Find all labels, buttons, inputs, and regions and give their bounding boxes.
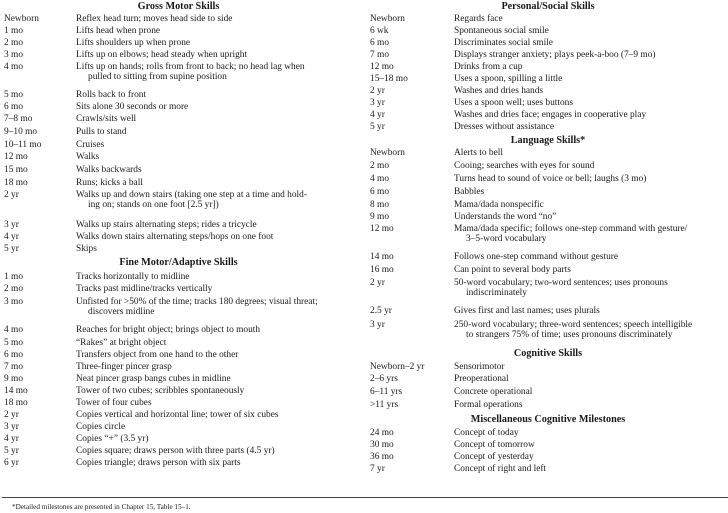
- milestone-age: 30 mo: [370, 440, 394, 450]
- milestone-skill: Walks down stairs alternating steps/hops on one foot: [76, 232, 274, 242]
- milestone-age: 18 mo: [4, 398, 28, 408]
- milestone-skill: Turns head to sound of voice or bell; laughs (3 mo): [454, 174, 647, 184]
- milestone-age: 4 yr: [370, 110, 385, 120]
- milestone-skill: Discriminates social smile: [454, 38, 553, 48]
- milestone-skill: Walks up stairs alternating steps; rides a tricycle: [76, 220, 257, 230]
- milestone-age: 2 yr: [370, 278, 385, 288]
- milestone-age: 3 yr: [370, 98, 385, 108]
- milestone-skill: Crawls/sits well: [76, 114, 137, 124]
- milestone-skill: Lifts shoulders up when prone: [76, 38, 191, 48]
- milestone-skill: 50-word vocabulary; two-word sentences; uses pronouns: [454, 278, 668, 288]
- milestone-age: 5 mo: [4, 338, 24, 348]
- milestone-age: 5 yr: [370, 122, 385, 132]
- milestone-skill: Walks backwards: [76, 165, 142, 175]
- milestone-skill: Copies circle: [76, 422, 126, 432]
- milestone-skill: Babbles: [454, 187, 485, 197]
- fine-motor-heading: Fine Motor/Adaptive Skills: [119, 257, 238, 268]
- milestone-skill-continued: 3–5-word vocabulary: [466, 234, 547, 244]
- milestone-skill: Skips: [76, 244, 97, 254]
- milestone-skill: Tower of two cubes; scribbles spontaneously: [76, 386, 245, 396]
- milestone-skill: Sensorimotor: [454, 362, 505, 372]
- milestone-age: 9 mo: [370, 212, 390, 222]
- milestone-skill: Displays stranger anxiety; plays peek-a-boo (7–9 mo): [454, 50, 656, 60]
- milestone-skill: Washes and dries face; engages in cooperative play: [454, 110, 647, 120]
- milestone-age: 18 mo: [4, 178, 28, 188]
- milestone-age: 7 yr: [370, 464, 385, 474]
- milestone-skill: Unfisted for >50% of the time; tracks 180 degrees; visual threat;: [76, 297, 318, 307]
- milestone-skill: Tower of four cubes: [76, 398, 152, 408]
- milestone-age: 4 mo: [4, 62, 24, 72]
- milestone-age: 3 yr: [370, 320, 385, 330]
- milestone-skill: Tracks past midline/tracks vertically: [76, 284, 213, 294]
- footnote-divider: [2, 497, 728, 498]
- milestone-age: Newborn: [370, 14, 405, 24]
- milestone-skill: Can point to several body parts: [454, 265, 571, 275]
- milestone-skill: Walks up and down stairs (taking one step at a time and hold-: [76, 190, 307, 200]
- milestone-age: 5 yr: [4, 446, 19, 456]
- milestone-age: 6 mo: [370, 38, 390, 48]
- language-heading: Language Skills*: [510, 135, 586, 146]
- milestone-skill: Spontaneous social smile: [454, 26, 549, 36]
- milestone-skill: Reaches for bright object; brings object to mouth: [76, 325, 261, 335]
- milestone-skill: Understands the word “no”: [454, 212, 557, 222]
- milestone-skill: Walks: [76, 152, 100, 162]
- milestone-skill: Dresses without assistance: [454, 122, 554, 132]
- footnote: *Detailed milestones are presented in Chapter 15, Table 15–1.: [12, 503, 191, 511]
- milestone-age: >11 yrs: [370, 400, 399, 410]
- milestone-skill: Tracks horizontally to midline: [76, 272, 190, 282]
- milestone-age: 2 mo: [370, 161, 390, 171]
- milestone-age: 4 yr: [4, 232, 19, 242]
- milestone-age: 15–18 mo: [370, 74, 408, 84]
- milestone-age: 14 mo: [4, 386, 28, 396]
- milestone-age: Newborn: [4, 14, 39, 24]
- milestone-skill: Cruises: [76, 140, 105, 150]
- milestone-age: 24 mo: [370, 428, 394, 438]
- cognitive-heading: Cognitive Skills: [513, 348, 583, 359]
- milestone-age: 7 mo: [4, 362, 24, 372]
- milestone-skill-continued: pulled to sitting from supine position: [88, 72, 227, 82]
- milestone-skill: Regards face: [454, 14, 503, 24]
- milestone-skill: Neat pincer grasp bangs cubes in midline: [76, 374, 231, 384]
- milestone-age: 1 mo: [4, 272, 24, 282]
- milestone-skill: Copies square; draws person with three parts (4.5 yr): [76, 446, 275, 456]
- milestone-age: 7 mo: [370, 50, 390, 60]
- milestone-age: 2 yr: [4, 190, 19, 200]
- milestone-age: 9–10 mo: [4, 127, 38, 137]
- milestone-skill: Lifts head when prone: [76, 26, 161, 36]
- personal-social-heading: Personal/Social Skills: [501, 1, 595, 12]
- milestone-age: 3 mo: [4, 297, 24, 307]
- milestone-skill-continued: indiscriminately: [466, 288, 527, 298]
- misc-cognitive-heading: Miscellaneous Cognitive Milestones: [470, 414, 626, 425]
- milestone-age: 4 mo: [4, 325, 24, 335]
- milestone-skill: Concrete operational: [454, 387, 533, 397]
- milestone-age: Newborn–2 yr: [370, 362, 425, 372]
- milestone-skill: Lifts up on elbows; head steady when upright: [76, 50, 248, 60]
- milestone-age: 10–11 mo: [4, 140, 42, 150]
- milestone-age: 2.5 yr: [370, 306, 392, 316]
- milestone-age: 2–6 yrs: [370, 374, 398, 384]
- milestone-skill: Mama/dada nonspecific: [454, 200, 544, 210]
- milestone-age: 6 yr: [4, 458, 19, 468]
- milestone-age: 4 yr: [4, 434, 19, 444]
- milestone-age: 1 mo: [4, 26, 24, 36]
- milestone-skill: Uses a spoon, spilling a little: [454, 74, 563, 84]
- milestone-skill: Sits alone 30 seconds or more: [76, 102, 189, 112]
- milestone-age: 2 yr: [4, 410, 19, 420]
- milestone-skill: Mama/dada specific; follows one-step command with gesture/: [454, 224, 688, 234]
- milestone-skill-continued: ing on; stands on one foot [2.5 yr]): [88, 200, 219, 210]
- milestone-skill: Follows one-step command without gesture: [454, 252, 619, 262]
- milestone-age: 3 mo: [4, 50, 24, 60]
- milestone-skill: Transfers object from one hand to the other: [76, 350, 239, 360]
- milestone-age: 7–8 mo: [4, 114, 33, 124]
- milestone-skill: Runs; kicks a ball: [76, 178, 143, 188]
- milestone-age: 5 mo: [4, 90, 24, 100]
- milestone-skill: Drinks from a cup: [454, 62, 523, 72]
- milestone-skill: Copies “+” (3.5 yr): [76, 434, 149, 444]
- milestone-age: 16 mo: [370, 265, 394, 275]
- milestone-age: 15 mo: [4, 165, 28, 175]
- milestone-age: 6 mo: [4, 102, 24, 112]
- milestone-skill: Uses a spoon well; uses buttons: [454, 98, 574, 108]
- milestone-age: 6 mo: [370, 187, 390, 197]
- milestone-skill: Concept of yesterday: [454, 452, 534, 462]
- milestone-skill: Rolls back to front: [76, 90, 147, 100]
- milestone-skill: Concept of right and left: [454, 464, 547, 474]
- milestone-skill: Lifts up on hands; rolls from front to back; no head lag when: [76, 62, 305, 72]
- milestone-skill: Concept of today: [454, 428, 519, 438]
- milestone-skill: Gives first and last names; uses plurals: [454, 306, 600, 316]
- milestone-age: 6–11 yrs: [370, 387, 403, 397]
- milestone-skill: Washes and dries hands: [454, 86, 544, 96]
- gross-motor-heading: Gross Motor Skills: [137, 1, 220, 12]
- milestone-age: 3 yr: [4, 220, 19, 230]
- milestone-skill: Concept of tomorrow: [454, 440, 535, 450]
- milestone-skill: Alerts to bell: [454, 148, 503, 158]
- milestone-age: 6 mo: [4, 350, 24, 360]
- milestone-skill-continued: to strangers 75% of time; uses pronouns discriminately: [466, 330, 673, 340]
- milestone-skill: Copies vertical and horizontal line; tower of six cubes: [76, 410, 279, 420]
- milestone-age: 4 mo: [370, 174, 390, 184]
- milestone-skill: Formal operations: [454, 400, 523, 410]
- milestone-age: 5 yr: [4, 244, 19, 254]
- milestone-age: 9 mo: [4, 374, 24, 384]
- milestone-skill: 250-word vocabulary; three-word sentences; speech intelligible: [454, 320, 693, 330]
- milestone-age: 12 mo: [370, 62, 394, 72]
- milestone-age: 3 yr: [4, 422, 19, 432]
- milestone-skill: Copies triangle; draws person with six parts: [76, 458, 241, 468]
- milestone-skill: Reflex head turn; moves head side to side: [76, 14, 233, 24]
- milestone-age: Newborn: [370, 148, 405, 158]
- milestone-age: 12 mo: [4, 152, 28, 162]
- milestone-age: 8 mo: [370, 200, 390, 210]
- milestone-skill: Cooing; searches with eyes for sound: [454, 161, 595, 171]
- milestone-age: 6 wk: [370, 26, 389, 36]
- milestone-skill: Three-finger pincer grasp: [76, 362, 172, 372]
- milestone-age: 2 yr: [370, 86, 385, 96]
- milestone-age: 12 mo: [370, 224, 394, 234]
- milestone-age: 14 mo: [370, 252, 394, 262]
- milestone-skill-continued: discovers midline: [88, 307, 155, 317]
- milestone-age: 36 mo: [370, 452, 394, 462]
- milestone-skill: “Rakes” at bright object: [76, 338, 167, 348]
- milestone-skill: Pulls to stand: [76, 127, 127, 137]
- milestone-skill: Preoperational: [454, 374, 509, 384]
- milestone-age: 2 mo: [4, 38, 24, 48]
- milestone-age: 2 mo: [4, 284, 24, 294]
